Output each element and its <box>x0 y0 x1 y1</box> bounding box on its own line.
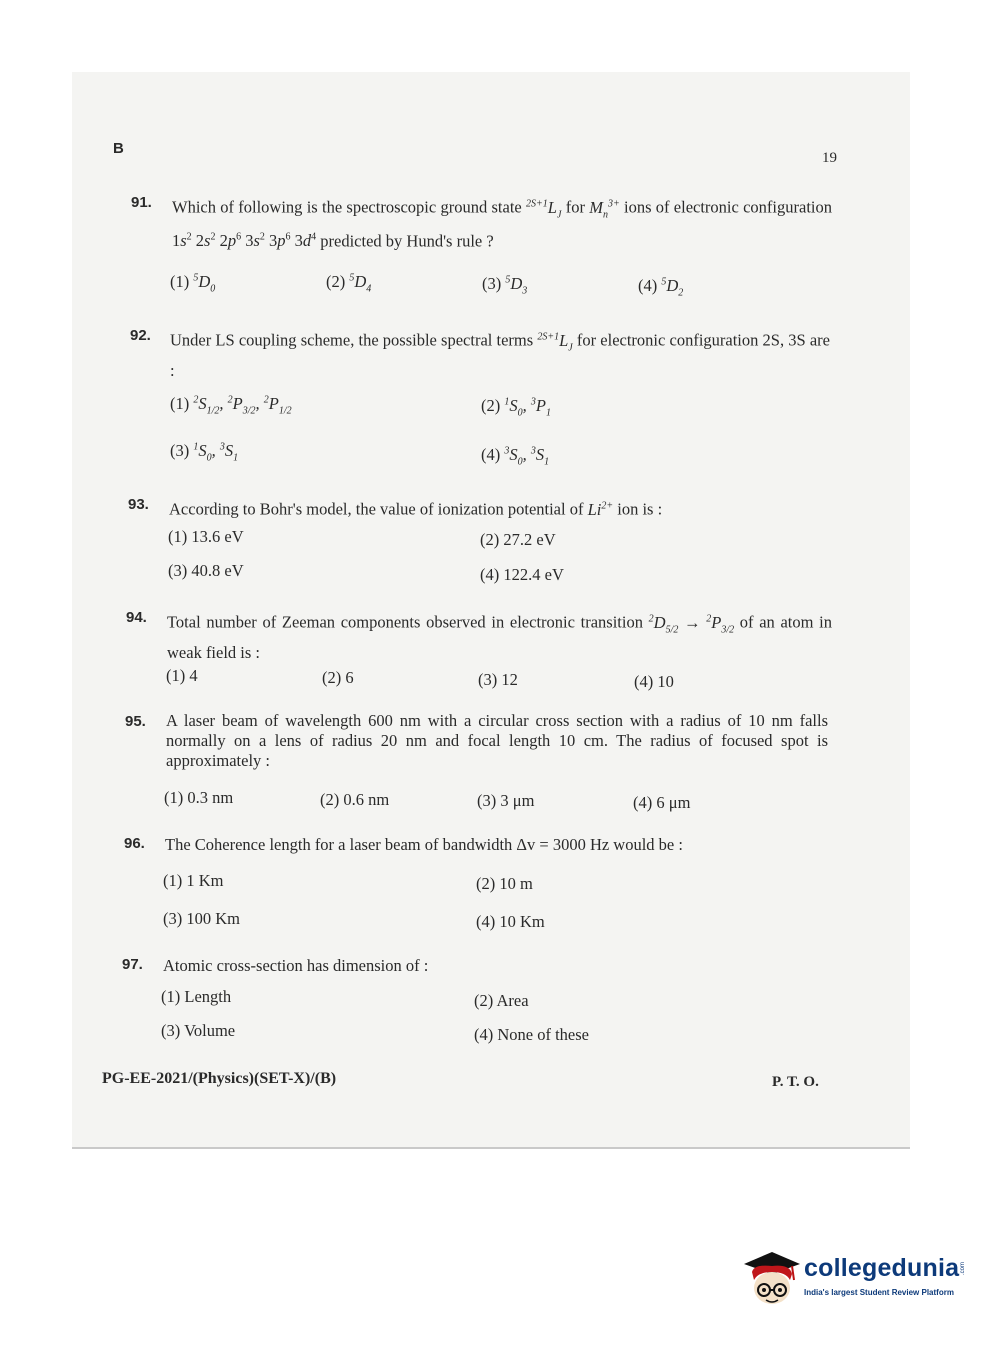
option-2: (2) 10 m <box>476 874 533 893</box>
question-number: 95. <box>125 713 146 730</box>
option-3: (3) $^1S_0$, $^3S_1$ <box>170 441 239 464</box>
question-text: Under LS coupling scheme, the possible spectral terms $^{2S+1}L_J$ for electronic configuration 2S, 3S are : <box>170 330 830 380</box>
option-4: (4) None of these <box>474 1025 590 1044</box>
option-4: (4) 10 <box>634 672 674 691</box>
option-4: (4) 122.4 eV <box>480 565 564 584</box>
option-4: (4) 10 Km <box>476 912 545 931</box>
option-2: (2) 6 <box>322 668 354 687</box>
option-2: (2) $^1S_0$, $^3P_1$ <box>481 396 551 419</box>
page-number: 19 <box>822 150 837 166</box>
option-3: (3) Volume <box>161 1021 236 1040</box>
option-2: (2) $^5D_4$ <box>326 272 372 295</box>
option-2: (2) 27.2 eV <box>480 530 556 549</box>
set-label: B <box>113 140 124 157</box>
option-3: (3) 40.8 eV <box>168 561 244 580</box>
option-1: (1) $^2S_{1/2}$, $^2P_{3/2}$, $^2P_{1/2}$ <box>170 394 292 417</box>
page-bottom-border <box>72 1147 910 1149</box>
question-number: 97. <box>122 956 143 973</box>
option-3: (3) 12 <box>478 670 518 689</box>
option-1: (1) 13.6 eV <box>168 527 244 546</box>
option-1: (1) 4 <box>166 666 198 685</box>
option-1: (1) 1 Km <box>163 871 224 890</box>
option-2: (2) Area <box>474 991 529 1010</box>
question-number: 93. <box>128 496 149 513</box>
logo-name: collegedunia <box>804 1254 960 1282</box>
question-text: Which of following is the spectroscopic ground state $^{2S+1}L_J$ for $M_n^{3+}$ ions of electronic configuration $1s^2$ $2s^2$ $2p^6$ $3s^2$ $3p^6$ $3d^4$ predicted by Hund's rule ? <box>172 197 832 251</box>
pto-label: P. T. O. <box>772 1074 819 1090</box>
option-1: (1) Length <box>161 987 232 1006</box>
option-1: (1) $^5D_0$ <box>170 272 216 295</box>
question-text: Atomic cross-section has dimension of : <box>163 956 429 975</box>
question-text: The Coherence length for a laser beam of bandwidth Δv = 3000 Hz would be : <box>165 835 683 854</box>
question-number: 91. <box>131 194 152 211</box>
option-4: (4) 6 μm <box>633 793 691 812</box>
question-number: 94. <box>126 609 147 626</box>
question-text: Total number of Zeeman components observed in electronic transition $^2D_{5/2} \to ^2P_{3/2}$ of an atom in weak field is : <box>167 612 832 662</box>
logo-suffix: .com <box>960 1262 966 1276</box>
question-text: A laser beam of wavelength 600 nm with a circular cross section with a radius of 10 nm falls normally on a lens of radius 20 nm and focal length 10 cm. The radius of focused spot is approximately : <box>166 711 828 770</box>
option-2: (2) 0.6 nm <box>320 790 390 809</box>
question-text: According to Bohr's model, the value of ionization potential of $Li^{2+}$ ion is : <box>169 499 663 519</box>
mascot-icon <box>742 1250 802 1312</box>
question-number: 92. <box>130 327 151 344</box>
paper-code: PG-EE-2021/(Physics)(SET-X)/(B) <box>102 1070 337 1087</box>
option-3: (3) 100 Km <box>163 909 240 928</box>
option-4: (4) $^5D_2$ <box>638 276 684 299</box>
option-1: (1) 0.3 nm <box>164 788 234 807</box>
option-3: (3) $^5D_3$ <box>482 274 528 297</box>
question-number: 96. <box>124 835 145 852</box>
option-4: (4) $^3S_0$, $^3S_1$ <box>481 445 550 468</box>
logo-tagline: India's largest Student Review Platform <box>804 1288 954 1297</box>
collegedunia-logo <box>742 1250 972 1310</box>
option-3: (3) 3 μm <box>477 791 535 810</box>
